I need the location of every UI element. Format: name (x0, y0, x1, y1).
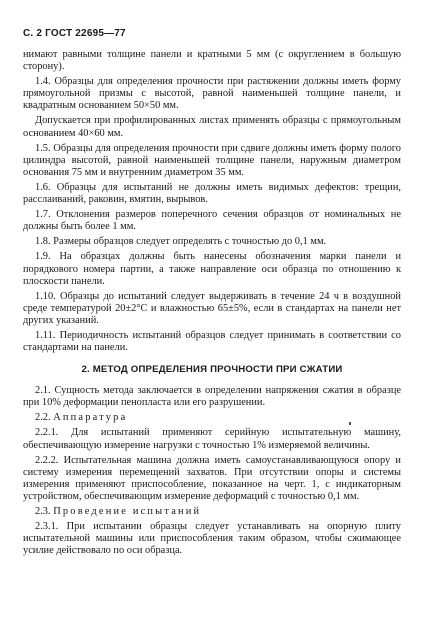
paragraph-1-4: 1.4. Образцы для определения прочности при растяжении должны иметь форму прямоугольной призмы с высотой, равной наименьшей толщине панели, и квадратным основанием 50×50 мм. (23, 76, 401, 112)
subsection-2-3-number: 2.3. (35, 506, 51, 517)
subsection-2-2-number: 2.2. (35, 412, 51, 424)
subsection-2-2-heading (23, 412, 401, 424)
paragraph-1-6: 1.6. Образцы для испытаний не должны иметь видимых дефектов: трещин, расслаиваний, раковин, вмятин, вырывов. (23, 181, 401, 206)
paragraph-2-2-1: 2.2.1. Для испытаний применяют серийную испытательную машину, обеспечивающую измерение нагрузки с точностью 1% измеряемой величины. (23, 427, 401, 451)
subsection-2-3-title: Проведение испытаний (53, 506, 202, 517)
paragraph-continuation: нимают равными толщине панели и кратными 5 мм (с округлением в большую сторону). (23, 49, 401, 73)
paragraph-2-2-2: 2.2.2. Испытательная машина должна иметь самоустанавливающуюся опору и систему измерения перемещений захватов. При отсутствии опоры и системы измерения применяют приспособление, показанное на черт. 1, с индикаторным устройством, обеспечивающим измерение деформаций с точностью 0,1 мм. (23, 454, 401, 502)
section-2-title: 2. МЕТОД ОПРЕДЕЛЕНИЯ ПРОЧНОСТИ ПРИ СЖАТИИ (81, 364, 343, 376)
paragraph-2-3-1: 2.3.1. При испытании образцы следует устанавливать на опорную плиту испытательной машины или приспособления таким образом, чтобы сжимающее усилие действовало по оси образца. (23, 521, 401, 557)
paragraph-1-7: 1.7. Отклонения размеров поперечного сечения образцов от номинальных не должны быть более 1 мм. (23, 209, 401, 233)
paragraph-1-4-note: Допускается при профилированных листах применять образцы с прямоугольным основанием 40×60 мм. (23, 115, 401, 139)
paragraph-1-10: 1.10. Образцы до испытаний следует выдерживать в течение 24 ч в воздушной среде температурой 20±2°С и влажностью 65±5%, если в стандартах на панели нет других указаний. (23, 290, 401, 326)
subsection-2-3-heading (23, 506, 401, 518)
paragraph-2-1: 2.1. Сущность метода заключается в определении напряжения сжатия в образце при 10% деформации пенопласта или его разрушении. (23, 385, 401, 409)
paragraph-1-5: 1.5. Образцы для определения прочности при сдвиге должны иметь форму полого цилиндра высотой, равной наименьшей толщине панели, наружным диаметром основания 75 мм и внутренним диаметром 35 мм. (23, 142, 401, 178)
paragraph-1-9: 1.9. На образцах должны быть нанесены обозначения марки панели и порядкового номера партии, а также направление оси образца по отношению к плоскости панели. (23, 251, 401, 287)
print-speck (349, 422, 351, 425)
paragraph-1-8: 1.8. Размеры образцов следует определять с точностью до 0,1 мм. (35, 236, 327, 248)
page-header: С. 2 ГОСТ 22695—77 (23, 28, 126, 39)
paragraph-1-11: 1.11. Периодичность испытаний образцов следует принимать в соответствии со стандартами на панели. (23, 329, 401, 354)
subsection-2-2-title: Аппаратура (53, 412, 128, 424)
